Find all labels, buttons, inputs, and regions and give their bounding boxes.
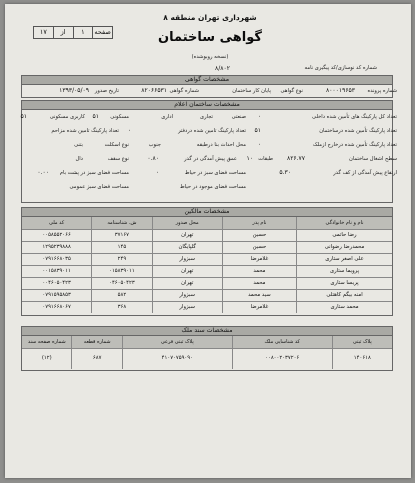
projection-height-value: ۵.۳۰ (279, 169, 291, 176)
id-no: ۳۶۸ (91, 301, 151, 313)
public-green-label: مساحت فضای سبز عمومی (69, 184, 129, 190)
floors-value: ۱۰ (246, 155, 253, 162)
id-no: ۱۴۵ (91, 241, 151, 253)
col-national-code: کد ملی (22, 217, 91, 229)
coverage-area-value: ۸۲۶.۷۷ (286, 155, 305, 162)
use-residential-label: کاربری مسکونی (49, 114, 85, 120)
page-label: صفحه (94, 28, 111, 36)
total-parking-value: ۰ (257, 113, 261, 120)
issue-place: سبزوار (152, 289, 222, 301)
cert-no-label: شماره گواهی (169, 88, 199, 94)
permit-no-value: ۸۰۰۰۱۹۶۵۳ (325, 87, 355, 94)
use-commercial: تجاری (200, 114, 213, 120)
tracking-label: شماره کد نوسازی/کد پیگیری نامه (304, 65, 377, 71)
use-residential: مسکونی (110, 114, 129, 120)
parking-office-label: تعداد پارکینگ تامین شده دردفتر (178, 128, 246, 134)
permit-type-label: نوع گواهی (280, 88, 303, 94)
skeleton-type-value: بتنی (74, 142, 83, 148)
issue-place: تهران (152, 265, 222, 277)
parking-outside-value: ۰ (257, 141, 261, 148)
yard-space-label: مساحت فضای موجود در حیاط (179, 184, 246, 190)
piece-no: ۶۸۷ (71, 348, 121, 369)
col-id-no: ش. شناسنامه (91, 217, 151, 229)
section-deed: مشخصات سند ملک (21, 326, 393, 336)
building-position-value: جنوب (148, 142, 161, 148)
permit-no-label: شماره پرونده (367, 88, 397, 94)
col-property-code: کد شناسایی ملک (232, 336, 332, 348)
national-code: ۰۰۴۶۰۵۰۴۲۳ (42, 280, 71, 286)
father-name: محمد (222, 277, 296, 289)
issue-place: سبزوار (152, 253, 222, 265)
parking-outside-label: تعداد پارکینگ تأمین شده درخارج ازملک (312, 142, 397, 148)
national-code: ۰۰۱۵۸۳۹۰۱۱ (42, 268, 71, 274)
page-of-label: از (54, 27, 74, 38)
father-name: حسین (222, 229, 296, 241)
owner-name: رضا حاتمی (296, 229, 392, 241)
tracking-value: ۸/۸۰۲ (215, 65, 230, 72)
green-roof-value: ۰.۰۰ (37, 169, 49, 176)
parking-disturb-label: تعداد پارکینگ تامین شده مزاحم (51, 128, 119, 134)
page-counter (33, 26, 113, 39)
id-no: ۰۴۶۰۵۰۴۲۳ (91, 277, 151, 289)
col-owner-name: نام و نام خانوادگی (296, 217, 392, 229)
use-residential-count: ۵۱ (92, 113, 99, 120)
document-title: گواهی ساختمان (158, 30, 262, 45)
deed-page: (۱۲) (41, 355, 52, 361)
green-yard-label: مساحت فضای سبز در حیاط (184, 170, 246, 176)
issue-place: سبزوار (152, 301, 222, 313)
roof-type-value: دال (75, 156, 83, 162)
section-cert-specs: مشخصات گواهی (21, 75, 393, 85)
id-no: ۲۴۹ (91, 253, 151, 265)
projection-height-label: ارتفاع پیش آمدگی از کف گذر (333, 170, 397, 176)
building-position-label: محل احداث بنا درطبقه (196, 142, 246, 148)
issue-place: گلپایگان (152, 241, 222, 253)
parking-office-value: ۰ (127, 127, 131, 134)
coverage-area-label: سطح اشغال ساختمان (349, 156, 397, 162)
page-current: ۱ (74, 27, 94, 38)
roof-type-label: نوع سقف (107, 156, 129, 162)
green-yard-value: ۰ (155, 169, 159, 176)
id-no: ۳۷۱۶۷ (91, 229, 151, 241)
floors-label: طبقات (258, 156, 273, 162)
page-total: ۱۷ (34, 27, 54, 38)
projection-depth-label: عمق پیش آمدگی در گذر (184, 156, 237, 162)
national-code: ۰۷۹۱۵۹۵۸۵۳ (42, 292, 71, 298)
deed-row (22, 348, 392, 369)
owners-table (21, 216, 393, 316)
sub-plate: ۴۱۰۷۰۷۵۹۰۹۰ (122, 348, 232, 369)
national-code: ۰۰۵۸۵۵۲۰۶۶ (42, 232, 71, 238)
property-code: ۰۰۸۰۰۲۰۳۷۲۰۶ (232, 348, 332, 369)
deed-table (21, 335, 393, 371)
father-name: غلامرضا (222, 301, 296, 313)
owner-name: محمدرضا رضوانی (296, 241, 392, 253)
father-name: محمد (222, 265, 296, 277)
owner-name: محمد ستاری (296, 301, 392, 313)
owner-name: علی اصغر ستاری (296, 253, 392, 265)
cert-no-value: ۸۲۰۶۶۵۳۱ (141, 87, 167, 94)
total-parking-label: تعداد کل پارکینگ های تأمین شده داخلی (312, 114, 397, 120)
col-issue-place: محل صدور (152, 217, 222, 229)
permit-type-value: پایان کار ساختمان (232, 88, 271, 94)
col-sub-plate: پلاک ثبتی فرعی (122, 336, 232, 348)
use-office: اداری (161, 114, 173, 120)
father-name: غلامرضا (222, 253, 296, 265)
green-roof-label: مساحت فضای سبز در پشت بام (59, 170, 129, 176)
id-no: ۵۸۲ (91, 289, 151, 301)
owner-name: پرویما ستاری (296, 265, 392, 277)
use-industrial: صنعتی (231, 114, 246, 120)
section-owners: مشخصات مالکین (21, 207, 393, 217)
col-piece-no: شماره قطعه (71, 336, 121, 348)
col-father-name: نام پدر (222, 217, 296, 229)
issue-date-label: تاریخ صدور (94, 88, 119, 94)
document-subtitle: (نسخه روبوشده) (191, 54, 229, 60)
registry-plate: ۱۴۰۶۱۸ (332, 348, 392, 369)
issue-place: تهران (152, 229, 222, 241)
municipality-title: شهرداری تهران منطقه ۸ (163, 13, 257, 22)
id-no: ۰۱۵۸۳۹۰۱۱ (91, 265, 151, 277)
parking-building-label: تعداد پارکینگ تأمین شده درساختمان (319, 128, 397, 134)
table-row (22, 301, 392, 313)
issue-date-value: ۱۳۹۳/۰۵/۰۹ (59, 87, 89, 94)
section-building-specs: مشخصات ساختمان اعلام (21, 100, 393, 110)
parking-building-value: ۵۱ (254, 127, 261, 134)
use-residential-units: ۵۱ (20, 113, 27, 120)
owner-name: امنه بیگم کاهتلی (296, 289, 392, 301)
projection-depth-value: ۰.۸۰ (147, 155, 159, 162)
father-name: حسین (222, 241, 296, 253)
national-code: ۰۷۹۱۶۶۸۰۶۷ (42, 304, 71, 310)
national-code: ۱۲۹۵۲۳۹۸۸۸ (42, 244, 71, 250)
national-code: ۰۷۹۱۶۶۸۰۳۵ (42, 256, 71, 262)
issue-place: تهران (152, 277, 222, 289)
col-deed-page: شماره صفحه سند (22, 336, 71, 348)
col-registry-plate: پلاک ثبتی (332, 336, 392, 348)
skeleton-type-label: نوع اسکلت (104, 142, 129, 148)
owner-name: پریسا ستاری (296, 277, 392, 289)
certificate-document (5, 4, 411, 478)
father-name: سید محمد (222, 289, 296, 301)
